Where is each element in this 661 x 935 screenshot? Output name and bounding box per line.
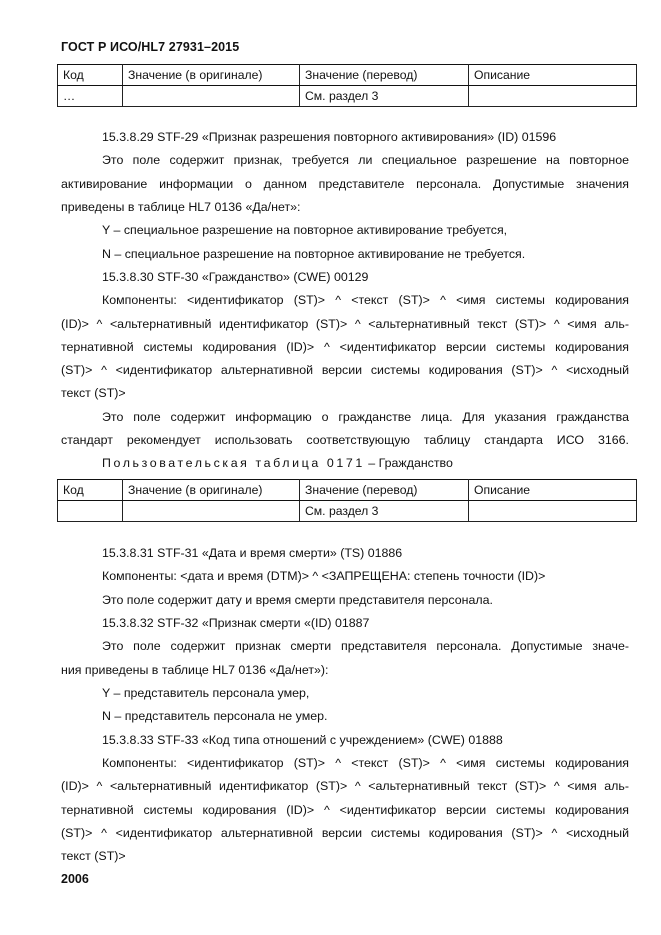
- paragraph-line: приведены в таблице HL7 0136 «Да/нет»:: [61, 200, 301, 214]
- table-header-cell: Описание: [469, 65, 637, 86]
- table-codes-1: [57, 64, 637, 107]
- table-header-row: [58, 65, 637, 86]
- table-codes-2: [57, 479, 637, 522]
- section-heading: 15.3.8.29 STF-29 «Признак разрешения повторного активирования» (ID) 01596: [102, 130, 557, 144]
- table-caption-title: – Гражданство: [364, 456, 453, 470]
- paragraph-line: (ST)> ^ <идентификатор альтернативной версии системы кодирования (ST)> ^ <исходный: [61, 826, 629, 840]
- paragraph-line: (ID)> ^ <альтернативный идентификатор (ST)> ^ <альтернативный текст (ST)> ^ <имя аль-: [61, 317, 629, 331]
- table-cell: [469, 86, 637, 107]
- paragraph-line: тернативной системы кодирования (ID)> ^ <идентификатор версии системы кодирования: [61, 803, 629, 817]
- paragraph-line: Компоненты: <идентификатор (ST)> ^ <текст (ST)> ^ <имя системы кодирования: [102, 293, 629, 307]
- table-header-cell: Код: [58, 480, 123, 501]
- paragraph-line: Компоненты: <идентификатор (ST)> ^ <текст (ST)> ^ <имя системы кодирования: [102, 756, 629, 770]
- page-header: ГОСТ Р ИСО/HL7 27931–2015: [61, 40, 240, 54]
- table-header-row: [58, 480, 637, 501]
- table-caption-label: Пользовательская таблица 0171: [102, 456, 365, 470]
- paragraph-line: текст (ST)>: [61, 386, 126, 400]
- table-header-cell: Значение (перевод): [300, 65, 469, 86]
- paragraph-line: текст (ST)>: [61, 849, 126, 863]
- table-caption: [61, 455, 629, 471]
- table-cell: …: [58, 86, 123, 107]
- paragraph-line: (ID)> ^ <альтернативный идентификатор (ST)> ^ <альтернативный текст (ST)> ^ <имя аль-: [61, 779, 629, 793]
- paragraph-line: Компоненты: <дата и время (DTM)> ^ <ЗАПРЕЩЕНА: степень точности (ID)>: [102, 569, 546, 583]
- table-header-cell: Описание: [469, 480, 637, 501]
- table-header-cell: Код: [58, 65, 123, 86]
- paragraph-line: Это поле содержит признак, требуется ли специальное разрешение на повторное: [102, 153, 629, 167]
- paragraph-line: Это поле содержит дату и время смерти представителя персонала.: [102, 593, 493, 607]
- section-heading: 15.3.8.32 STF-32 «Признак смерти «(ID) 01887: [102, 616, 370, 630]
- section-heading: 15.3.8.30 STF-30 «Гражданство» (CWE) 00129: [102, 270, 369, 284]
- table-cell: [123, 501, 300, 522]
- table-cell: См. раздел 3: [300, 501, 469, 522]
- table-header-cell: Значение (в оригинале): [123, 65, 300, 86]
- paragraph-line: стандарт рекомендует использовать соответствующую таблицу стандарта ИСО 3166.: [61, 433, 629, 447]
- section-heading: 15.3.8.33 STF-33 «Код типа отношений с учреждением» (CWE) 01888: [102, 733, 503, 747]
- list-item: N – представитель персонала не умер.: [102, 709, 328, 723]
- table-cell: [469, 501, 637, 522]
- paragraph-line: Это поле содержит признак смерти представителя персонала. Допустимые значе-: [102, 639, 629, 653]
- paragraph-line: (ST)> ^ <идентификатор альтернативной версии системы кодирования (ST)> ^ <исходный: [61, 363, 629, 377]
- paragraph-line: Это поле содержит информацию о гражданстве лица. Для указания гражданства: [102, 410, 629, 424]
- section-heading: 15.3.8.31 STF-31 «Дата и время смерти» (TS) 01886: [102, 546, 403, 560]
- list-item: N – специальное разрешение на повторное активирование не требуется.: [102, 247, 526, 261]
- paragraph-line: активирование информации о данном представителе персонала. Допустимые значения: [61, 177, 629, 191]
- paragraph-line: ния приведены в таблице HL7 0136 «Да/нет»):: [61, 663, 329, 677]
- list-item: Y – представитель персонала умер,: [102, 686, 310, 700]
- table-header-cell: Значение (перевод): [300, 480, 469, 501]
- table-row: [58, 501, 637, 522]
- table-header-cell: Значение (в оригинале): [123, 480, 300, 501]
- table-row: [58, 86, 637, 107]
- page-number: 2006: [61, 872, 89, 886]
- table-cell: [58, 501, 123, 522]
- list-item: Y – специальное разрешение на повторное активирование требуется,: [102, 223, 508, 237]
- paragraph-line: тернативной системы кодирования (ID)> ^ <идентификатор версии системы кодирования: [61, 340, 629, 354]
- table-cell: См. раздел 3: [300, 86, 469, 107]
- table-cell: [123, 86, 300, 107]
